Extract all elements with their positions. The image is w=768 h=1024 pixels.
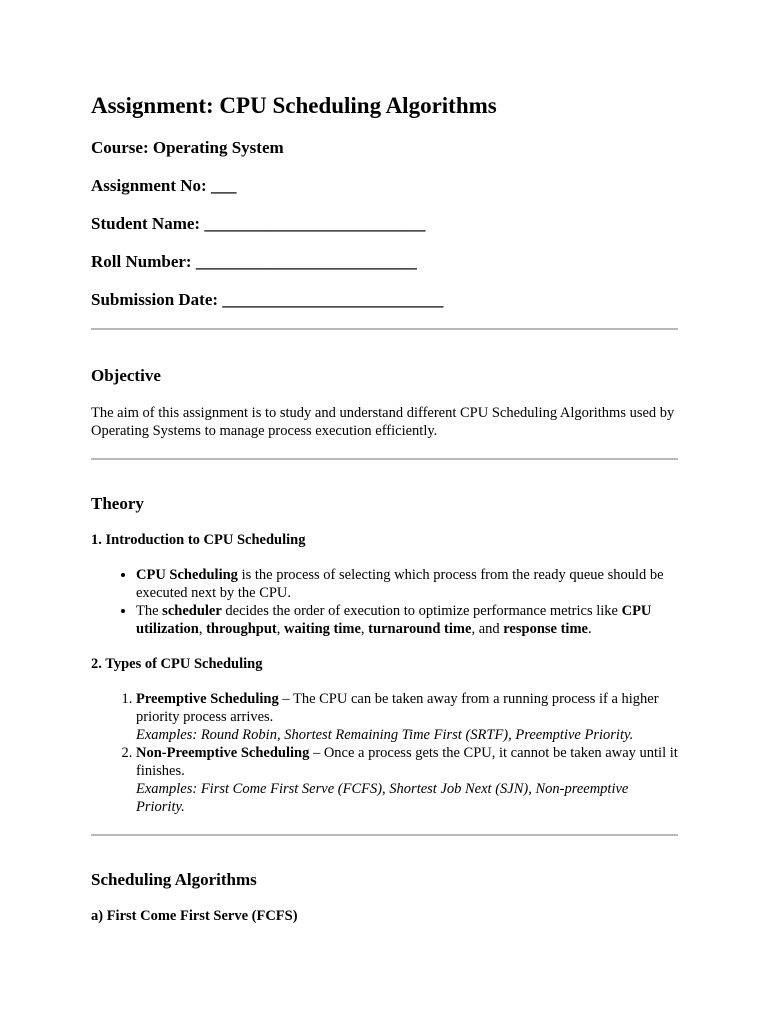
assignment-no-blank: ___ <box>210 175 237 195</box>
course-line <box>91 136 678 160</box>
submission-date-line <box>91 288 678 312</box>
bullet-bold-term: CPU Scheduling <box>136 566 238 583</box>
bullet-bold-term: throughput <box>206 620 277 637</box>
course-label: Course: Operating System <box>91 137 284 157</box>
roll-number-blank: __________________________ <box>195 251 417 271</box>
divider <box>91 328 678 330</box>
types-heading: 2. Types of CPU Scheduling <box>91 655 263 672</box>
objective-heading: Objective <box>91 365 161 385</box>
roll-number-label: Roll Number: <box>91 251 192 271</box>
assignment-no-label: Assignment No: <box>91 175 207 195</box>
type-bold-term: Preemptive Scheduling <box>136 690 279 707</box>
type-text: – Once a process gets the CPU, it cannot be taken away until it finishes. <box>136 744 678 779</box>
bullet-text: , <box>198 620 207 637</box>
bullet-text: , <box>360 620 369 637</box>
bullet-bold-term: turnaround time <box>368 620 472 637</box>
list-item <box>136 566 678 602</box>
bullet-text: is the process of selecting which process from the ready queue should be executed next by the CPU. <box>136 566 664 601</box>
assignment-no-line <box>91 174 678 198</box>
submission-date-label: Submission Date: <box>91 289 219 309</box>
bullet-text: decides the order of execution to optimize performance metrics like <box>221 602 622 619</box>
fcfs-heading: a) First Come First Serve (FCFS) <box>91 907 298 924</box>
theory-heading: Theory <box>91 493 144 513</box>
bullet-text: , <box>276 620 284 637</box>
submission-date-blank: __________________________ <box>222 289 444 309</box>
bullet-bold-term: response time <box>503 620 588 637</box>
divider <box>91 458 678 460</box>
student-name-line <box>91 212 678 236</box>
list-item <box>136 602 678 638</box>
type-text: – The CPU can be taken away from a running process if a higher priority process arrives. <box>136 690 659 725</box>
intro-bullet-list <box>91 566 678 638</box>
document-title: Assignment: CPU Scheduling Algorithms <box>91 93 497 118</box>
list-item <box>136 690 678 744</box>
type-examples: Examples: First Come First Serve (FCFS), Shortest Job Next (SJN), Non-preemptive Priority. <box>136 780 629 815</box>
type-examples: Examples: Round Robin, Shortest Remaining Time First (SRTF), Preemptive Priority. <box>136 726 634 743</box>
student-name-label: Student Name: <box>91 213 201 233</box>
algorithms-heading: Scheduling Algorithms <box>91 869 257 889</box>
bullet-bold-term: scheduler <box>162 602 222 619</box>
student-name-blank: __________________________ <box>204 213 426 233</box>
types-numbered-list <box>91 690 678 816</box>
bullet-bold-term: CPU utilization <box>136 602 652 637</box>
bullet-bold-term: waiting time <box>284 620 361 637</box>
objective-text: The aim of this assignment is to study and understand different CPU Scheduling Algorithms used by Operating Systems to manage process execution efficiently. <box>91 404 675 439</box>
roll-number-line <box>91 250 678 274</box>
divider <box>91 834 678 836</box>
type-bold-term: Non-Preemptive Scheduling <box>136 744 310 761</box>
intro-heading: 1. Introduction to CPU Scheduling <box>91 531 306 548</box>
bullet-text: , and <box>471 620 504 637</box>
document-content <box>91 92 678 926</box>
bullet-text: . <box>587 620 592 637</box>
bullet-text: The <box>136 602 163 619</box>
list-item <box>136 744 678 816</box>
